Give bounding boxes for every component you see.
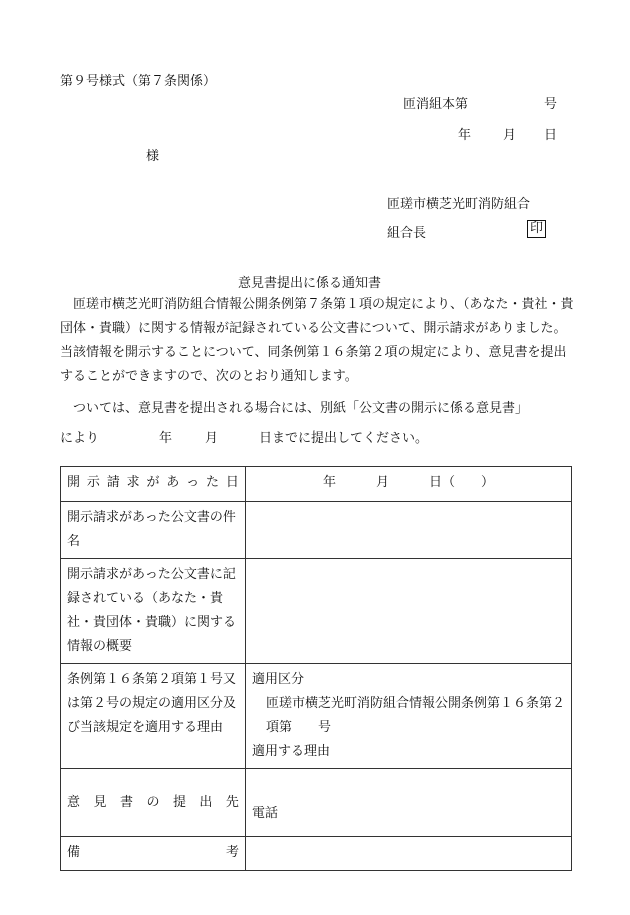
- category-heading: 適用区分: [252, 672, 305, 687]
- document-number-prefix: 匝消組本第: [403, 97, 469, 112]
- label-applicable-category: [61, 664, 246, 769]
- sender-title: 組合長: [387, 226, 427, 241]
- label-request-date: [61, 467, 246, 502]
- applicable-category-label-text: 条例第１６条第２項第１号又は第２号の規定の適用区分及び当該規定を適用する理由: [67, 672, 237, 735]
- deadline-prefix: により: [60, 431, 100, 446]
- table-row: [61, 502, 572, 559]
- value-request-date[interactable]: [246, 467, 572, 502]
- notice-body-paragraph-2: ついては、意見書を提出される場合には、別紙「公文書の開示に係る意見書」: [73, 401, 529, 416]
- seal-mark: [527, 220, 546, 238]
- value-document-title[interactable]: [246, 502, 572, 559]
- date-month: 月: [503, 128, 517, 143]
- reason-heading: 適用する理由: [252, 744, 331, 759]
- form-number: 第９号様式（第７条関係）: [60, 74, 217, 89]
- value-submission-destination[interactable]: [246, 769, 572, 837]
- table-row: [61, 769, 572, 837]
- request-date-fields: [252, 471, 565, 495]
- request-date-year: 年: [322, 475, 336, 490]
- request-date-month: 月: [375, 475, 389, 490]
- table-row: [61, 559, 572, 664]
- deadline-year: 年: [159, 431, 173, 446]
- submission-destination-label-text: 意 見 書 の 提 出 先: [67, 794, 239, 810]
- request-date-label-text: 開 示 請 求 が あ っ た 日: [67, 475, 239, 490]
- remarks-label-text: 備 考: [67, 845, 239, 860]
- date-year: 年: [458, 128, 472, 143]
- value-applicable-category[interactable]: [246, 664, 572, 769]
- document-title-label-text: 開示請求があった公文書の件名: [67, 510, 236, 549]
- addressee-suffix: 様: [146, 149, 160, 164]
- phone-label: 電話: [252, 806, 279, 821]
- date-day: 日: [544, 128, 558, 143]
- table-row: [61, 467, 572, 502]
- table-row: [61, 664, 572, 769]
- notice-title: 意見書提出に係る通知書: [238, 276, 382, 291]
- label-remarks: [61, 837, 246, 871]
- label-information-summary: [61, 559, 246, 664]
- label-submission-destination: [61, 769, 246, 837]
- label-document-title: [61, 502, 246, 559]
- information-summary-label-text: 開示請求があった公文書に記録されている（あなた・貴社・貴団体・貴職）に関する情報の概要: [67, 567, 237, 654]
- request-date-day: 日（ ）: [429, 475, 495, 490]
- notice-form-table: [60, 466, 572, 871]
- deadline-month: 月: [205, 431, 219, 446]
- value-information-summary[interactable]: [246, 559, 572, 664]
- notice-body-paragraph-1: 匝瑳市横芝光町消防組合情報公開条例第７条第１項の規定により、（あなた・貴社・貴団体・貴職）に関する情報が記録されている公文書について、開示請求がありました。当該情報を開示することについて、同条例第１６条第２項の規定により、意見書を提出することができますので、次のとおり通知します。: [60, 297, 574, 384]
- table-row: [61, 837, 572, 871]
- seal-text: 印: [527, 220, 546, 238]
- category-text: 匝瑳市横芝光町消防組合情報公開条例第１６条第２項第 号: [266, 696, 566, 735]
- document-number-suffix: 号: [544, 97, 558, 112]
- deadline-tail: 日までに提出してください。: [259, 431, 429, 446]
- sender-organization: 匝瑳市横芝光町消防組合: [387, 197, 531, 212]
- value-remarks[interactable]: [246, 837, 572, 871]
